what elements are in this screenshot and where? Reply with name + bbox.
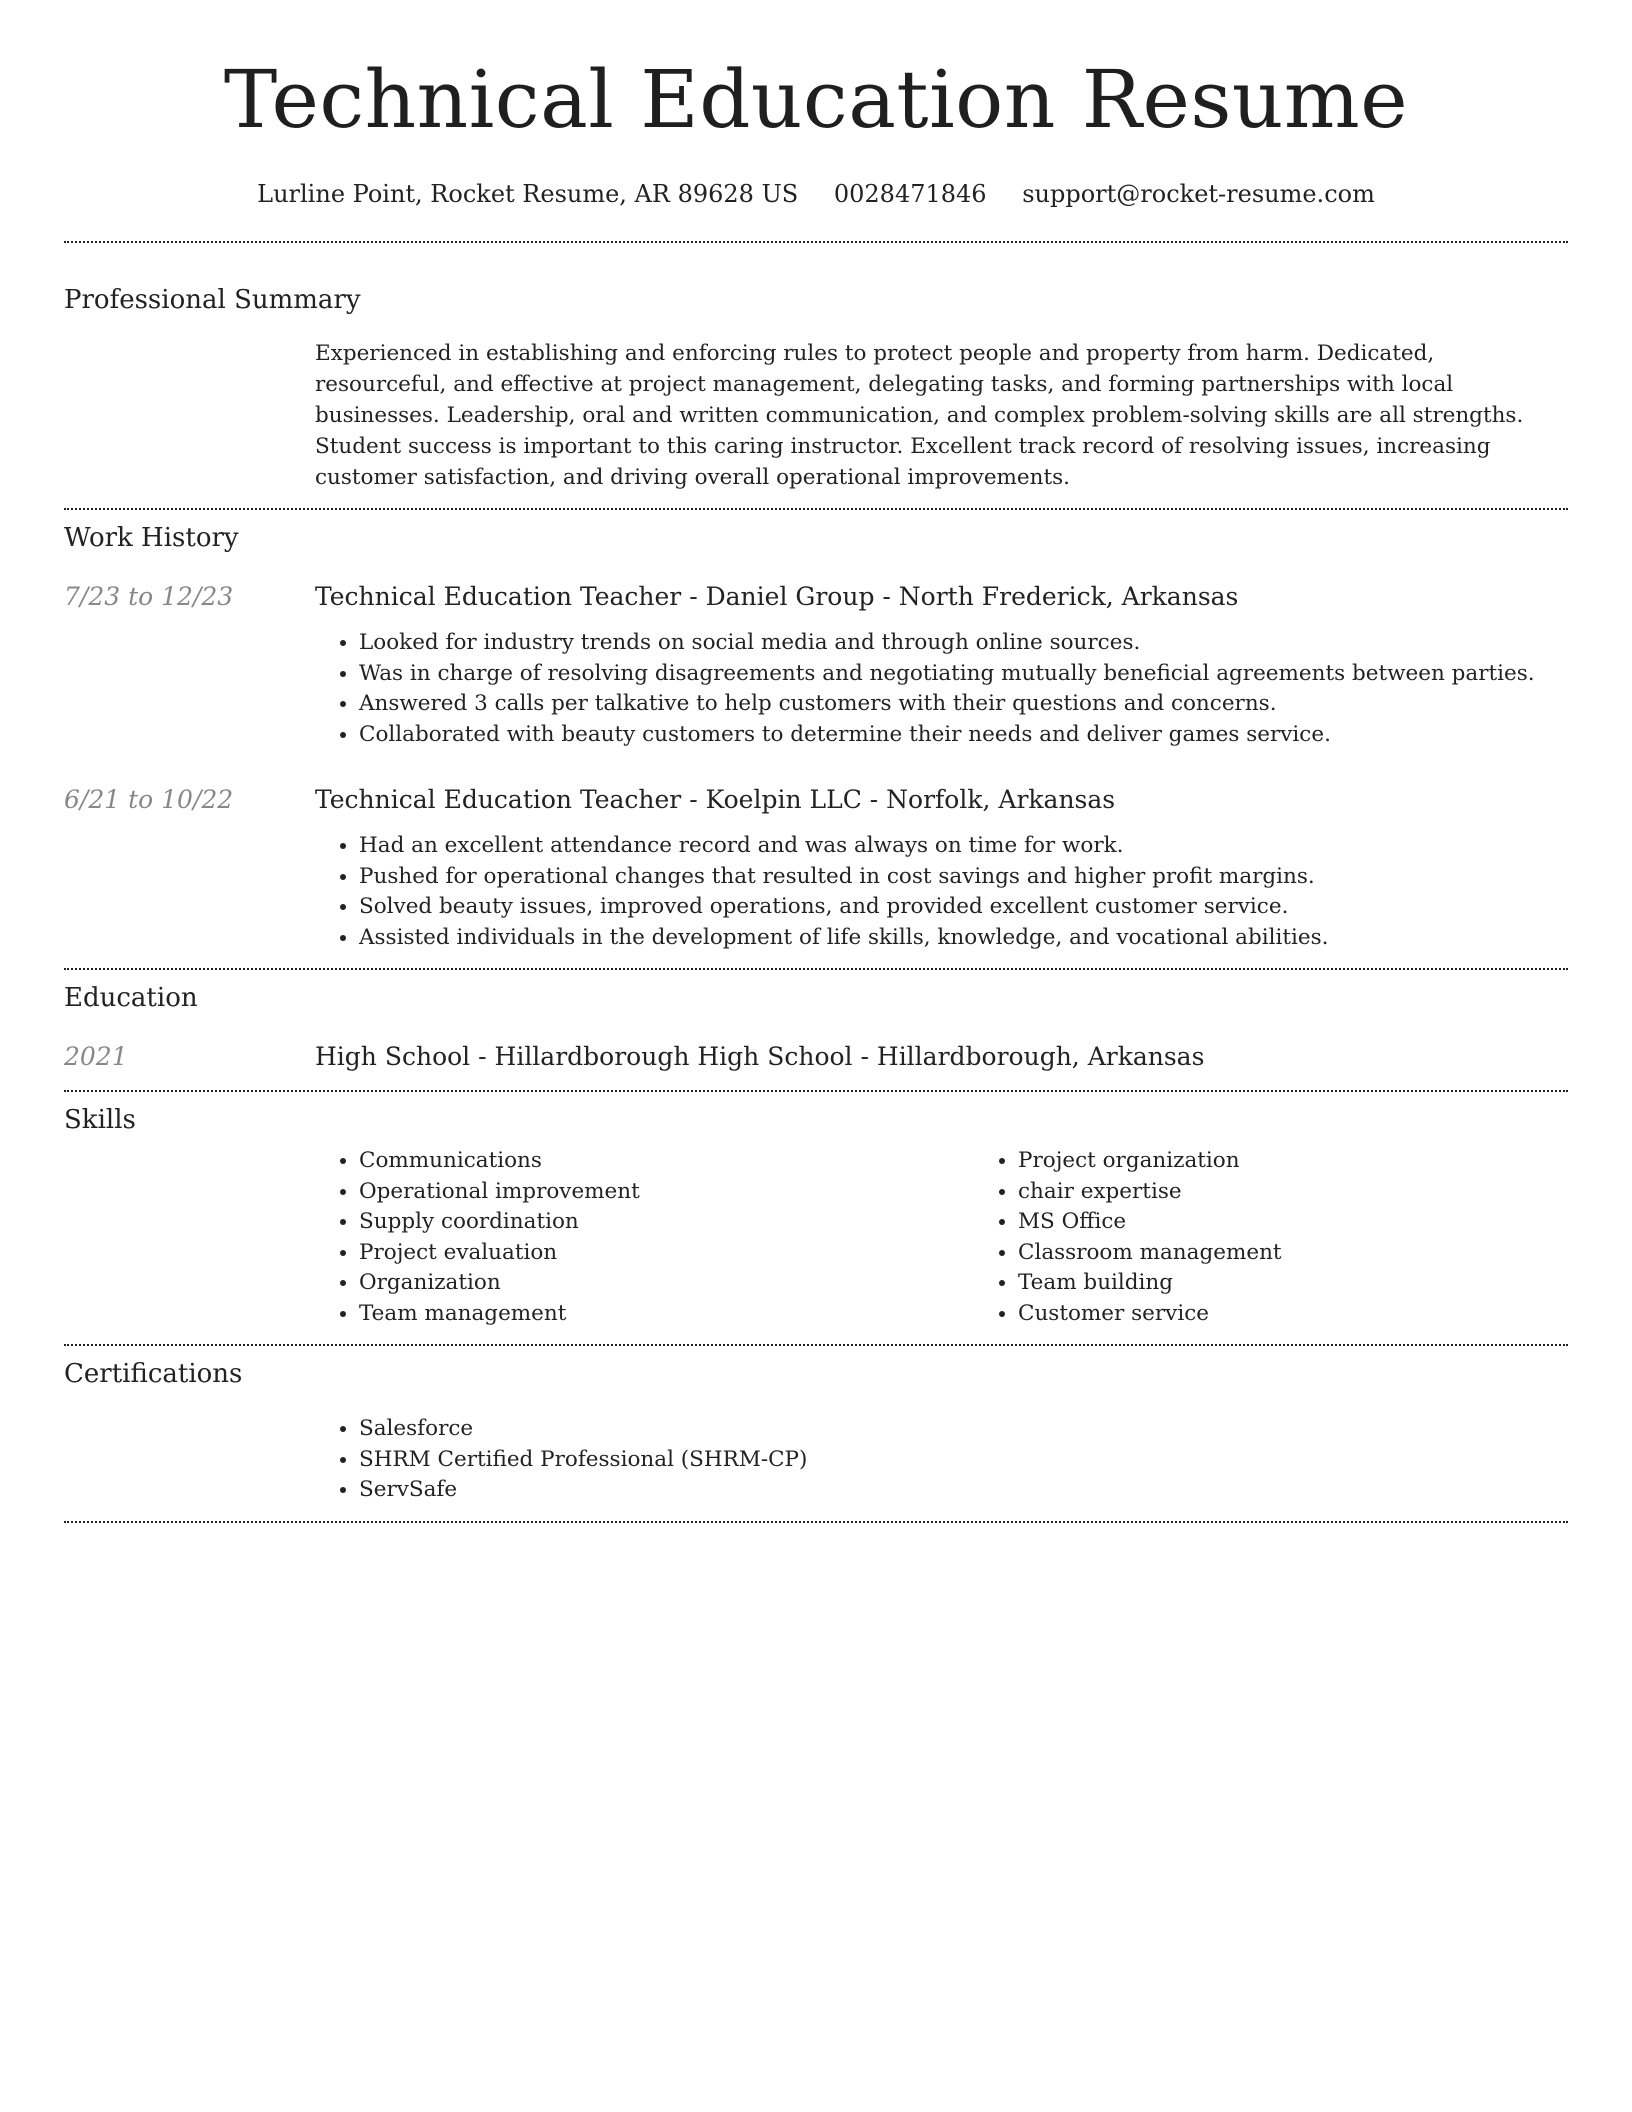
resume-title: Technical Education Resume bbox=[223, 53, 1409, 146]
contact-line bbox=[64, 178, 1568, 210]
list-item: • Looked for industry trends on social media and through online sources. bbox=[359, 628, 1568, 659]
job-dates: 7/23 to 12/23 bbox=[64, 582, 234, 611]
list-item: • Team building bbox=[1018, 1268, 1632, 1299]
list-item: • Operational improvement bbox=[359, 1177, 974, 1208]
summary-section bbox=[64, 243, 1568, 493]
list-item: • Had an excellent attendance record and was always on time for work. bbox=[359, 831, 1568, 862]
list-item: • Answered 3 calls per talkative to help customers with their questions and concerns. bbox=[359, 689, 1568, 720]
list-item: • SHRM Certified Professional (SHRM-CP) bbox=[359, 1445, 1568, 1476]
job-heading: Technical Education Teacher - Koelpin LLC - Norfolk, Arkansas bbox=[315, 785, 1116, 814]
education-heading-line: High School - Hillardborough High School - Hillardborough, Arkansas bbox=[315, 1042, 1205, 1071]
contact-email: support@rocket-resume.com bbox=[1022, 180, 1375, 208]
certifications-section bbox=[64, 1346, 1568, 1506]
summary-text: Experienced in establishing and enforcing rules to protect people and property from harm. Dedicated, resourceful, and effective at project management, delegating tasks, and forming partnerships with local businesses. Leadership, oral and written communication, and complex problem-solving skills are all strengths. Student success is important to this caring instructor. Excellent track record of resolving issues, increasing customer satisfaction, and driving overall operational improvements. bbox=[315, 341, 1524, 490]
list-item: • Pushed for operational changes that resulted in cost savings and higher profit margins. bbox=[359, 862, 1568, 893]
skills-list-left bbox=[315, 1146, 974, 1329]
list-item: • Project evaluation bbox=[359, 1238, 974, 1269]
job-bullets bbox=[315, 831, 1568, 953]
list-item: • Customer service bbox=[1018, 1299, 1632, 1330]
list-item: • MS Office bbox=[1018, 1207, 1632, 1238]
list-item: • Organization bbox=[359, 1268, 974, 1299]
job-entry bbox=[64, 783, 1568, 953]
work-history-heading: Work History bbox=[64, 523, 239, 553]
list-item: • Team management bbox=[359, 1299, 974, 1330]
work-history-section bbox=[64, 510, 1568, 953]
certifications-list bbox=[315, 1414, 1568, 1506]
list-item: • Classroom management bbox=[1018, 1238, 1632, 1269]
education-heading: Education bbox=[64, 983, 198, 1013]
list-item: • Project organization bbox=[1018, 1146, 1632, 1177]
skills-list-right bbox=[974, 1146, 1632, 1329]
list-item: • Assisted individuals in the development of life skills, knowledge, and vocational abilities. bbox=[359, 923, 1568, 954]
job-bullets bbox=[315, 628, 1568, 750]
contact-phone: 0028471846 bbox=[833, 180, 987, 208]
list-item: • chair expertise bbox=[1018, 1177, 1632, 1208]
skills-heading: Skills bbox=[64, 1105, 136, 1135]
list-item: • Communications bbox=[359, 1146, 974, 1177]
skills-section bbox=[64, 1092, 1568, 1329]
certifications-heading: Certifications bbox=[64, 1359, 243, 1389]
list-item: • Was in charge of resolving disagreements and negotiating mutually beneficial agreements between parties. bbox=[359, 659, 1568, 690]
education-section bbox=[64, 970, 1568, 1074]
job-dates: 6/21 to 10/22 bbox=[64, 785, 234, 814]
list-item: • Supply coordination bbox=[359, 1207, 974, 1238]
list-item: • Collaborated with beauty customers to determine their needs and deliver games service. bbox=[359, 720, 1568, 751]
contact-address: Lurline Point, Rocket Resume, AR 89628 US bbox=[257, 180, 799, 208]
list-item: • Salesforce bbox=[359, 1414, 1568, 1445]
list-item: • Solved beauty issues, improved operations, and provided excellent customer service. bbox=[359, 892, 1568, 923]
divider bbox=[64, 1521, 1568, 1523]
list-item: • ServSafe bbox=[359, 1475, 1568, 1506]
education-year: 2021 bbox=[64, 1042, 128, 1071]
job-heading: Technical Education Teacher - Daniel Group - North Frederick, Arkansas bbox=[315, 582, 1239, 611]
job-entry bbox=[64, 580, 1568, 750]
summary-heading: Professional Summary bbox=[64, 285, 361, 315]
